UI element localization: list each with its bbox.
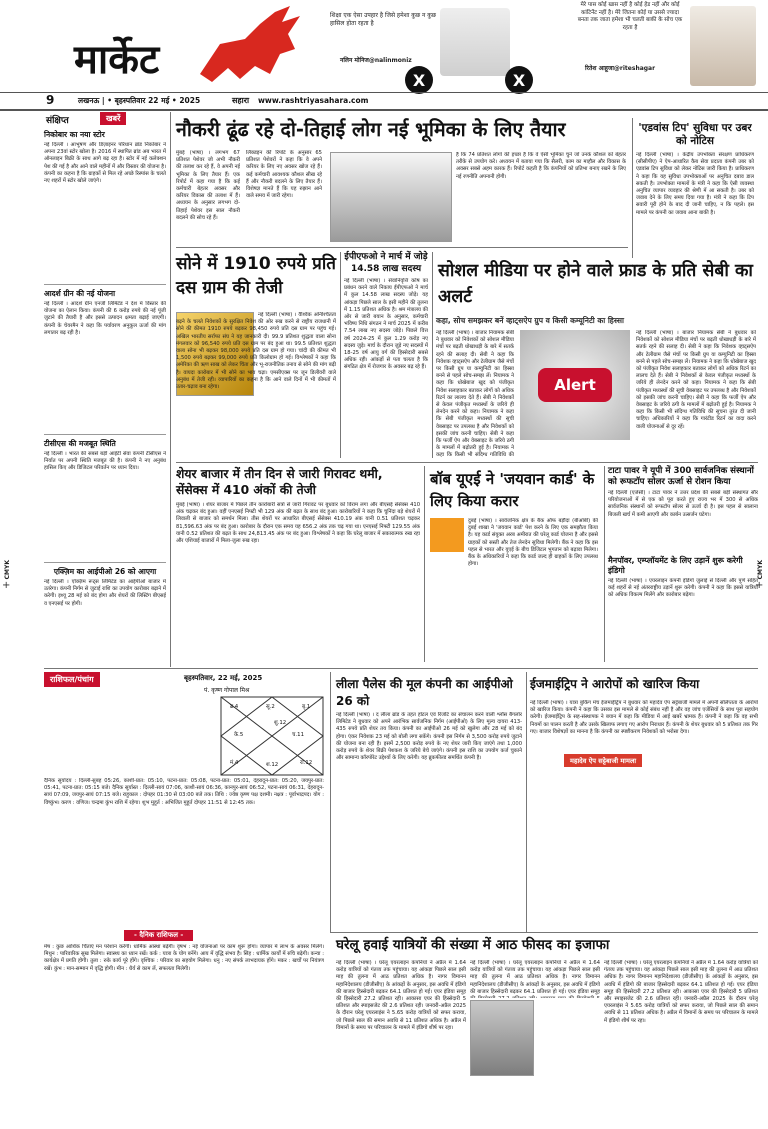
astro-box — [44, 672, 326, 1076]
uber-headline: 'एडवांस टिप' सुविधा पर उबर को नोटिस — [638, 122, 752, 147]
divider — [432, 252, 433, 458]
masthead — [0, 0, 768, 92]
kundli-label: बृ.1 — [302, 704, 311, 710]
kundli-label: श.12 — [266, 762, 279, 768]
sidebar-header-b: खबरें — [100, 112, 126, 125]
alert-badge-label: Alert — [554, 376, 596, 394]
sidebar-item-body: नई दिल्ली । भारत की सबसे बड़ी आईटी सेवा कंपनी टीसीएस ने निर्यात पर अपनी स्थिति मजबूत की है। कंपनी ने नए अनुबंध हासिल किए और डिजिटल परिवर्तन पर ध्यान दिया। — [44, 451, 166, 472]
tata-headline: टाटा पावर ने यूपी में 300 सार्वजनिक संस्थानों को रूफटॉप सोलर ऊर्जा से रोशन किया — [608, 466, 754, 487]
lila-headline: लीला पैलेस की मूल कंपनी का आईपीओ 26 को — [336, 677, 513, 708]
air-body-mid: नई दिल्ली (भाषा) । घरेलू एयरलाइन कंपनियों ने अप्रैल में 1.64 करोड़ यात्रियों को गंतव्य तक पहुंचाया। यह आंकड़ा पिछले साल इसी माह की तुलना में आठ प्रतिशत अधिक है। नागर विमानन महानिदेशालय (डीजीसीए) के आंकड़ों के अनुसार, इस अवधि में इंडिगो की बाजार हिस्सेदारी बढ़कर 64.1 प्रतिशत हो गई। एयर इंडिया समूह — [470, 960, 600, 995]
kundli-label: शु.12 — [274, 720, 287, 726]
astro-body: दैनिक सूर्योदय : दिल्ली-सुबह 05:26, काशी-प्रात: 05:10, पटना-प्रात: 05:08, पटना-प्रात: 05:01, देहरादून-प्रात: 05:20, जयपुर-प्रात: 05:41, पटना-प्रात: 05:15 बजे। दैनिक सूर्यास्त : दिल्ली-सायं 07:06, काशी-सायं 06:36, कानपुर-सायं 06:52, पटना-सायं 06:31, देहरादून-सायं 07:09, जयपुर-सायं 07:15 बजे। राहुकाल : दोपहर 01:30 से 03:00 बजे तक। तिथि : ज्येष्ठ कृष्ण पक्ष दशमी। नक्षत्र : पूर्वाभाद्रपद। योग : विष्कुंभ। करण : वणिज। चन्द्रमा कुंभ राशि में रहेगा। शुभ मुहूर्त : अभिजित मुहूर्त दोपहर 11:51 से 12:45 तक। — [44, 778, 324, 806]
divider — [44, 668, 758, 669]
bob-headline: बॉब यूएई ने 'जयवान कार्ड' के लिए किया करार — [430, 470, 595, 510]
divider — [176, 247, 628, 248]
gold-body: नई दिल्ली (भाषा) । वैश्विक अनिश्चितता बढ़ने के चलते निवेशकों के सुरक्षित निवेश की ओर रुख करने से राष्ट्रीय राजधानी में सोने की कीमत 1910 रुपये बढ़कर 98,450 रुपये प्रति दस ग्राम पर पहुंच गई। अखिल भारतीय सर्राफा संघ ने यह जानकारी दी। 99.9 प्रतिशत शुद्धता वाला सोना मंगलवार को 96,540 रुपये प्रति दस ग्राम पर बंद हुआ था। 99.5 प्रतिशत शुद्धता वाला सोना भी बढ़कर 98,000 रुपये प्रति दस ग्राम हो गया। चांदी की कीमत भी 1,500 रुपये बढ़कर 99,000 रुपये प्रति किलोग्राम हो गई। विश्लेषकों ने कहा कि अमेरिका की ऋण साख को लेकर चिंता और भू-राजनीतिक तनाव से सोने की मांग बढ़ी है। वायदा कारोबार में भी सोने का भाव चढ़ा। एमसीएक्स पर जून डिलीवरी वाले अनुबंध में तेजी रही। व्यापारियों का कहना है कि आने वाले दिनों में भी कीमतों में उतार-चढ़ाव बना रहेगा। — [176, 312, 336, 391]
divider — [170, 112, 171, 667]
kundli-label: के.5 — [234, 732, 244, 738]
sebi-headline: सोशल मीडिया पर होने वाले फ्राड के प्रति सेबी का अलर्ट — [438, 261, 753, 307]
alert-illustration — [520, 330, 630, 440]
page-number: 9 — [46, 93, 55, 107]
kundli-label: रा.12 — [300, 760, 313, 766]
lead-body-left: मुंबई (भाषा) । लगभग 67 प्रतिशत पेशेवर जो अभी नौकरी की तलाश कर रहे हैं, वे अपनी नई भूमिका के लिए तैयार हैं। एक रिपोर्ट में कहा गया है कि कई कर्मचारी बेहतर अवसर और करियर विकास की तलाश में हैं। अध्ययन के अनुसार लगभग दो-तिहाई पेशेवर इस साल नौकरी बदलने की सोच रहे हैं। — [176, 150, 240, 221]
divider — [526, 672, 527, 932]
divider — [632, 118, 633, 258]
market-body: मुंबई (भाषा) । शेयर बाजार में पिछले तीन कारोबारी सत्रों से जारी गिरावट पर बुधवार को विराम लगा और बीएसई सेंसेक्स 410 अंक चढ़कर बंद हुआ। वहीं एनएसई निफ्टी भी 129 अंक की बढ़त के साथ बंद हुआ। कारोबारियों ने कहा कि चुनिंदा बड़े शेयरों में लिवाली से बाजार को समर्थन मिला। तीस शेयरों पर आधारित बीएसई सेंसेक्स 410.19 अंक यानी 0.51 प्रतिशत चढ़कर 81,596.63 अंक पर बंद हुआ। कारोबार के दौरान एक समय यह 656.2 अंक तक चढ़ गया था। एनएसई निफ्टी 129.55 अंक यानी 0.52 प्रतिशत की बढ़त के साथ 24,813.45 अंक पर बंद हुआ। विश्लेषकों ने कहा कि घरेलू बाजार में सकारात्मक रुख रहा और एशियाई बाजारों में मिला-जुला रुख रहा। — [176, 502, 420, 545]
kundli-label: च.11 — [292, 732, 304, 738]
epfo-body: नई दिल्ली (भाषा) । सेवानिवृत्ति कोष का प्रबंधन करने वाले निकाय ईपीएफओ ने मार्च में कुल 14.58 लाख सदस्य जोड़े। यह आंकड़ा पिछले साल के इसी महीने की तुलना में 1.15 प्रतिशत अधिक है। श्रम मंत्रालय की ओर से जारी बयान के अनुसार, कर्मचारी भविष्य निधि संगठन ने मार्च 2025 में करीब 7.54 लाख नए सदस्य जोड़े। पिछले वित्त वर्ष 2024-25 में कुल 1.29 करोड़ नए सदस्य जुड़े। मार्च के दौरान जुड़े नए सदस्यों में 18-25 वर्ष आयु वर्ग की हिस्सेदारी सबसे अधिक रही। आंकड़ों से पता चलता है कि संगठित क्षेत्र में रोजगार के अवसर बढ़ रहे हैं। — [344, 278, 428, 371]
divider — [330, 672, 331, 932]
lead-body-mid: लिंक्डइन की रिपोर्ट के अनुसार 65 प्रतिशत पेशेवरों ने कहा कि वे अपने करियर के लिए नए अवसर खोज रहे हैं। कई कर्मचारी आवश्यक कौशल सीख रहे हैं और नौकरी बदलने के लिए तैयार हैं। विशेषज्ञ मानते हैं कि यह रुझान आने वाले समय में जारी रहेगा। — [246, 150, 322, 200]
reg-mark-right: + — [755, 580, 764, 591]
sebi-body-left: नई दिल्ली (भाषा) । बाजार नियामक सेबी ने बुधवार को निवेशकों को सोशल मीडिया मंचों पर बढ़ती धोखाधड़ी के बारे में सतर्क रहने की सलाह दी। सेबी ने कहा कि निवेशक व्हाट्सऐप और टेलीग्राम जैसे मंचों पर किसी ग्रुप या कम्युनिटी का हिस्सा बनने से पहले सोच-समझ लें। नियामक ने कहा कि धोखेबाज खुद को पंजीकृत निवेश सलाहकार बताकर लोगों को अधिक रिटर्न का लालच देते हैं। सेबी ने निवेशकों से केवल पंजीकृत मध्यस्थों के जरिये ही लेनदेन करने को कहा। नियामक ने कहा कि सेबी पंजीकृत मध्यस्थों की सूची वेबसाइट पर उपलब्ध है और निवेशकों को इसकी जांच करनी चाहिए। सेबी ने कहा कि फर्जी ऐप और वेबसाइट के जरिये ठगी के मामलों में बढ़ोतरी हुई है। नियामक ने कहा कि किसी भी संदिग्ध गतिविधि की — [436, 330, 514, 458]
tata-body: नई दिल्ली (एजेंसी) । टाटा पावर ने उत्तर प्रदेश की सबसे बड़ी संस्थागत सौर परियोजनाओं में से एक को पूरा करते हुए राज्य भर में 300 से अधिक सार्वजनिक संस्थानों को रूफटॉप सोलर से ऊर्जा दी है। इस पहल से सालाना बिजली खर्च में कमी आएगी और कार्बन उत्सर्जन घटेगा। — [608, 490, 758, 518]
sidebar-header — [44, 112, 166, 126]
sidebar-item-2 — [44, 284, 166, 419]
epfo-headline: ईपीएफओ ने मार्च में जोड़े 14.58 लाख सदस्य — [344, 252, 428, 274]
quote2-text: मेरे पास कोई खास नहीं है कोई हेड नहीं और कोई कांटिनेंट नहीं है। मेरे जितना कोई या उससे ज्यादा बनता तक जाता हमेशा भी चलती बाकी के सोच एक रहता है — [577, 2, 683, 31]
uber-body: नई दिल्ली (भाषा) । केंद्रीय उपभोक्ता संरक्षण प्राधिकरण (सीसीपीए) ने ऐप-आधारित कैब सेवा प्रदाता कंपनी उबर को एडवांस टिप सुविधा को लेकर नोटिस जारी किया है। प्राधिकरण ने कहा कि यह सुविधा उपभोक्ताओं पर अनुचित दबाव डाल सकती है। उपभोक्ता मामलों के मंत्री ने कहा कि ऐसी व्यवस्था अनुचित व्यापार व्यवहार की श्रेणी में आ सकती है। उबर को जवाब देने के लिए समय दिया गया है। मंत्री ने कहा कि टिप सवारी पूरी होने के बाद दी जानी चाहिए, न कि पहले। इस मामले पर कंपनी का जवाब आना बाकी है। — [636, 152, 754, 216]
masthead-title: मार्केट — [74, 36, 160, 83]
sidebar-item-body: नई दिल्ली । एक्ज़िम रूट्स लिमिटेड का आईपीओ बाजार में उतरेगा। कंपनी निर्गम से जुटाई राशि का उपयोग कारोबार बढ़ाने में करेगी। इश्यू 28 मई को बंद होगा और शेयरों की लिस्टिंग बीएसई व एनएसई पर होगी। — [44, 579, 166, 607]
air-body-left: नई दिल्ली (भाषा) । घरेलू एयरलाइन कंपनियों ने अप्रैल में 1.64 करोड़ यात्रियों को गंतव्य तक पहुंचाया। यह आंकड़ा पिछले साल इसी माह की तुलना में आठ प्रतिशत अधिक है। नागर विमानन महानिदेशालय (डीजीसीए) के आंकड़ों के अनुसार, इस अवधि में इंडिगो की बाजार हिस्सेदारी बढ़कर 64.1 प्रतिशत हो गई। एयर इंडिया समूह की हिस्सेदारी 27.2 प्रतिशत रही। आकासा एयर की हिस्सेदारी 5 प्रतिशत और स्पाइसजेट की 2.6 प्रतिशत रही। जनवरी-अप्रैल 2025 के दौरान घरेलू एयरलाइंस ने 5.65 करोड़ यात्रियों को सफर कराया, जो पिछले साल की समान अवधि से 11 प्रतिशत अधिक है। अप्रैल में विमानों के समय पर परिचालन के मामले में इंडिगो शीर्ष पर रहा। — [336, 960, 466, 1031]
sidebar-item-3 — [44, 434, 166, 556]
paper-logo: सहारा — [232, 96, 250, 105]
date-band — [0, 92, 768, 111]
kundli-label: ब्र.4 — [230, 704, 239, 710]
lila-body: नई दिल्ली (भाषा) । द लीला ब्रांड के तहत होटल एवं रिजॉर्ट का संचालन करने वाली श्लॉस बैंगलोर लिमिटेड ने बुधवार को अपने आरंभिक सार्वजनिक निर्गम (आईपीओ) के लिए मूल्य दायरा 413-435 रुपये प्रति शेयर तय किया। कंपनी का आईपीओ 26 मई को खुलेगा और 28 मई को बंद होगा। एंकर निवेशक 23 मई को बोली लगा सकेंगे। कंपनी इस निर्गम से 3,500 करोड़ रुपये जुटाने की योजना बना रही है। इसमें 2,500 करोड़ रुपये के नए शेयर जारी किए जाएंगे तथा 1,000 करोड़ रुपये के शेयर बिक्री पेशकश के जरिये बेचे जाएंगे। कंपनी इस राशि का उपयोग कर्ज चुकाने और सामान्य कॉरपोरेट उद्देश्यों के लिए करेगी। यह ब्रुकफील्ड समर्थित कंपनी है। — [336, 712, 522, 762]
divider — [424, 466, 425, 662]
x-social-icon-1: X — [405, 66, 433, 94]
date-line: लखनऊ | • बृहस्पतिवार 22 मई • 2025 — [78, 96, 201, 105]
astro-title: राशिफल/पंचांग — [44, 672, 100, 687]
ease-tag: महादेव ऐप सट्टेबाजी मामला — [564, 754, 642, 767]
sebi-body-right: नई दिल्ली (भाषा) । बाजार नियामक सेबी ने बुधवार को निवेशकों को सोशल मीडिया मंचों पर बढ़ती धोखाधड़ी के बारे में सतर्क रहने की सलाह दी। सेबी ने कहा कि निवेशक व्हाट्सऐप और टेलीग्राम जैसे मंचों पर किसी ग्रुप या कम्युनिटी का हिस्सा बनने से पहले सोच-समझ लें। नियामक ने कहा कि धोखेबाज खुद को पंजीकृत निवेश सलाहकार बताकर लोगों को अधिक रिटर्न का लालच देते हैं। सेबी ने निवेशकों से केवल पंजीकृत मध्यस्थों के जरिये ही लेनदेन करने को कहा। नियामक ने कहा कि सेबी पंजीकृत मध्यस्थों की सूची वेबसाइट पर उपलब्ध है और निवेशकों को इसकी जांच करनी चाहिए। सेबी ने कहा कि फर्जी ऐप और वेबसाइट के जरिये ठगी के मामलों में बढ़ोतरी हुई है। नियामक ने कहा कि किसी भी संदिग्ध गतिविधि की सूचना तुरंत दी जानी चाहिए। अधिकारियों ने कहा कि गारंटीड रिटर्न का वादा करने वाली योजनाओं से दूर रहें। — [636, 330, 756, 430]
astro-author: पं. कृष्ण गोपाल मिश्र — [204, 687, 250, 694]
quote1-text: शिक्षा एक ऐसा उपहार है जिसे हमेशा कुछ न कुछ हासिल होता रहता है — [330, 12, 437, 27]
kundli-label: सू.2 — [266, 704, 275, 710]
bob-body: दुबई (भाषा) । सार्वजनिक क्षेत्र के बैंक ऑफ बड़ौदा (बीओबी) की दुबई शाखा ने 'जयवान कार्ड' पेश करने के लिए एक समझौता किया है। यह कार्ड संयुक्त अरब अमीरात की घरेलू कार्ड योजना है और इससे ग्राहकों को सस्ती और तेज लेनदेन सुविधा मिलेगी। बैंक ने कहा कि इस पहल से भारत और यूएई के बीच डिजिटल भुगतान को बढ़ावा मिलेगा। बैंक के अधिकारियों ने कहा कि कार्ड जल्द ही ग्राहकों के लिए उपलब्ध होगा। — [468, 518, 598, 568]
gold-headline: सोने में 1910 रुपये प्रति दस ग्राम की तेजी — [176, 254, 336, 298]
divider — [340, 252, 341, 458]
air-headline: घरेलू हवाई यात्रियों की संख्या में आठ फीसद का इजाफा — [336, 937, 610, 953]
lead-headline: नौकरी ढूंढ रहे दो-तिहाई लोग नई भूमिका के लिए तैयार — [176, 118, 566, 141]
daily-rashifal-body: मेष : कुछ आर्थिक चिंताएं मन परेशान करेंगी। धार्मिक आस्था बढ़ेगी। वृषभ : नई योजनाओं पर काम शुरू होगा। व्यापार में लाभ के अवसर मिलेंगे। मिथुन : पारिवारिक सुख मिलेगा। स्वास्थ्य का ध्यान रखें। कर्क : यात्रा के योग बनेंगे। आय में वृद्धि संभव है। सिंह : धार्मिक कार्यों में रुचि बढ़ेगी। कन्या : कार्यक्षेत्र में प्रगति होगी। तुला : रुके कार्य पूरे होंगे। वृश्चिक : परिवार का सहयोग मिलेगा। धनु : नए संपर्क लाभदायक होंगे। मकर : खर्चों पर नियंत्रण रखें। कुंभ : मान-सम्मान में वृद्धि होगी। मीन : धैर्य से काम लें, सफलता मिलेगी। — [44, 944, 324, 972]
indigo-headline: मैनपॉवर, एम्प्लॉयमेंट के लिए उड़ानें शुरू करेगी इंडिगो — [608, 556, 743, 575]
sidebar-item-1 — [44, 130, 166, 267]
sidebar-item-title: आदर्श ग्रीन की नई योजना — [44, 289, 116, 298]
portrait-photo-2 — [690, 6, 756, 86]
cmyk-right: CMYK — [757, 560, 764, 580]
bull-logo-icon — [190, 4, 310, 86]
daily-rashifal-title: - दैनिक राशिफल - — [124, 930, 193, 941]
sebi-subhead: कहा, सोच समझकर बनें व्हाट्सऐप ग्रुप व किसी कम्यूनिटी का हिस्सा — [436, 316, 624, 325]
sidebar-item-title: निकोबार का नया स्टोर — [44, 130, 105, 139]
bank-logo-image — [430, 518, 464, 552]
quote2-author: रितेश आहूजा@riteshagar — [585, 65, 656, 72]
sidebar-item-title: एक्ज़िम का आईपीओ 26 को आएगा — [53, 567, 157, 576]
portrait-photo-1 — [440, 8, 510, 76]
divider — [176, 462, 758, 463]
airport-photo — [470, 1000, 534, 1076]
sidebar-item-body: नई दिल्ली । आभूषण और डिज़ाइनर परिधान ब्रांड निकोबार ने अपना 23वां स्टोर खोला है। 2016 में स्थापित ब्रांड अब भारत में ऑनलाइन बिक्री के साथ आगे बढ़ रहा है। स्टोर में नई कलेक्शन पेश की गई है और आने वाले महीनों में और विस्तार की योजना है। कंपनी का कहना है कि ग्राहकों से मिल रहे अच्छे रिस्पांस के चलते नए शहरों में स्टोर खोले जाएंगे। — [44, 142, 166, 185]
alert-badge — [538, 368, 612, 402]
job-seekers-photo — [330, 152, 452, 242]
quote1-author: नलिन मोनिज@nalinmoniz — [340, 57, 412, 64]
website: www.rashtriyasahara.com — [258, 96, 369, 105]
reg-mark-left: + — [2, 580, 11, 591]
ease-headline: ईजमाईट्रिप ने आरोपों को खारिज किया — [530, 677, 700, 691]
divider — [330, 932, 758, 933]
x-social-icon-2: X — [505, 66, 533, 94]
astro-date: बृहस्पतिवार, 22 मई, 2025 — [184, 674, 263, 682]
sidebar-header-a: संक्षिप्त — [46, 116, 69, 126]
sidebar — [44, 112, 166, 667]
kundli-label: मं.4 — [230, 760, 239, 766]
air-body-right: नई दिल्ली (भाषा) । घरेलू एयरलाइन कंपनियों ने अप्रैल में 1.64 करोड़ यात्रियों को गंतव्य तक पहुंचाया। यह आंकड़ा पिछले साल इसी माह की तुलना में आठ प्रतिशत अधिक है। नागर विमानन महानिदेशालय (डीजीसीए) के आंकड़ों के अनुसार, इस अवधि में इंडिगो की बाजार हिस्सेदारी बढ़कर 64.1 प्रतिशत हो गई। एयर इंडिया समूह की हिस्सेदारी 27.2 प्रतिशत रही। आकासा एयर की हिस्सेदारी 5 प्रतिशत और स्पाइसजेट की 2.6 प्रतिशत रही। जनवरी-अप्रैल 2025 के दौरान घरेलू एयरलाइंस ने 5.65 करोड़ यात्रियों को सफर कराया, जो पिछले साल की समान अवधि से 11 प्रतिशत अधिक है। अप्रैल में विमानों के समय पर परिचालन के मामले में इंडिगो शीर्ष पर रहा। — [604, 960, 758, 1024]
cmyk-left: CMYK — [4, 560, 11, 580]
sidebar-item-4 — [44, 562, 166, 669]
sidebar-item-body: नई दिल्ली । आदर्श ग्रीन एनर्जी लिमिटेड ने देश में विस्तार की योजना का ऐलान किया। कंपनी की 6 करोड़ रुपये की नई पूंजी जुटाने की तैयारी है और इससे उत्पादन क्षमता बढ़ाई जाएगी। कंपनी के चेयरमैन ने कहा कि पर्यावरण अनुकूल ऊर्जा की मांग लगातार बढ़ रही है। — [44, 301, 166, 336]
indigo-body: नई दिल्ली (भाषा) । एयरलाइन कंपनी इंडिगो जुलाई से दिल्ली और पुणे सहित कई शहरों से नई अंतरराष्ट्रीय उड़ानें शुरू करेगी। कंपनी ने कहा कि इससे यात्रियों को अधिक विकल्प मिलेंगे और कारोबार बढ़ेगा। — [608, 578, 758, 599]
sidebar-item-title: टीसीएस की मजबूत स्थिति — [44, 439, 116, 448]
divider — [604, 466, 605, 662]
lead-body-right: है कि 74 प्रतिशत लोगों की इच्छा है कि वे ऐसी भूमिका चुनें जो उनके कौशल को बेहतर तरीके से उपयोग करे। अध्ययन में बताया गया कि सैलरी, काम का माहौल और विकास के अवसर सबसे अहम कारक हैं। रिपोर्ट कहती है कि कंपनियों को प्रतिभा बनाए रखने के लिए नई रणनीति अपनानी होगी। — [456, 152, 626, 180]
ease-body: नई दिल्ली (भाषा) । यात्रा बुकिंग मंच ईजमाईट्रिप ने बुधवार को महादेव ऐप सट्टेबाजी मामले में अपनी संलिप्तता के आरोपों को खारिज किया। कंपनी ने कहा कि उसका इस मामले से कोई संबंध नहीं है और वह जांच एजेंसियों के साथ पूरा सहयोग करेगी। ईजमाईट्रिप के सह-संस्थापक ने बयान में कहा कि मीडिया में आई खबरें भ्रामक हैं। कंपनी ने कहा कि वह सभी नियमों का पालन करती है और उसके खिलाफ लगाए गए आरोप निराधार हैं। कंपनी के शेयर बुधवार को 5 प्रतिशत तक गिर गए। बाजार विशेषज्ञों का मानना है कि कंपनी का स्पष्टीकरण निवेशकों को भरोसा देगा। — [530, 700, 758, 735]
market-headline: शेयर बाजार में तीन दिन से जारी गिरावट थमी, सेंसेक्स में 410 अंकों की तेजी — [176, 467, 383, 497]
